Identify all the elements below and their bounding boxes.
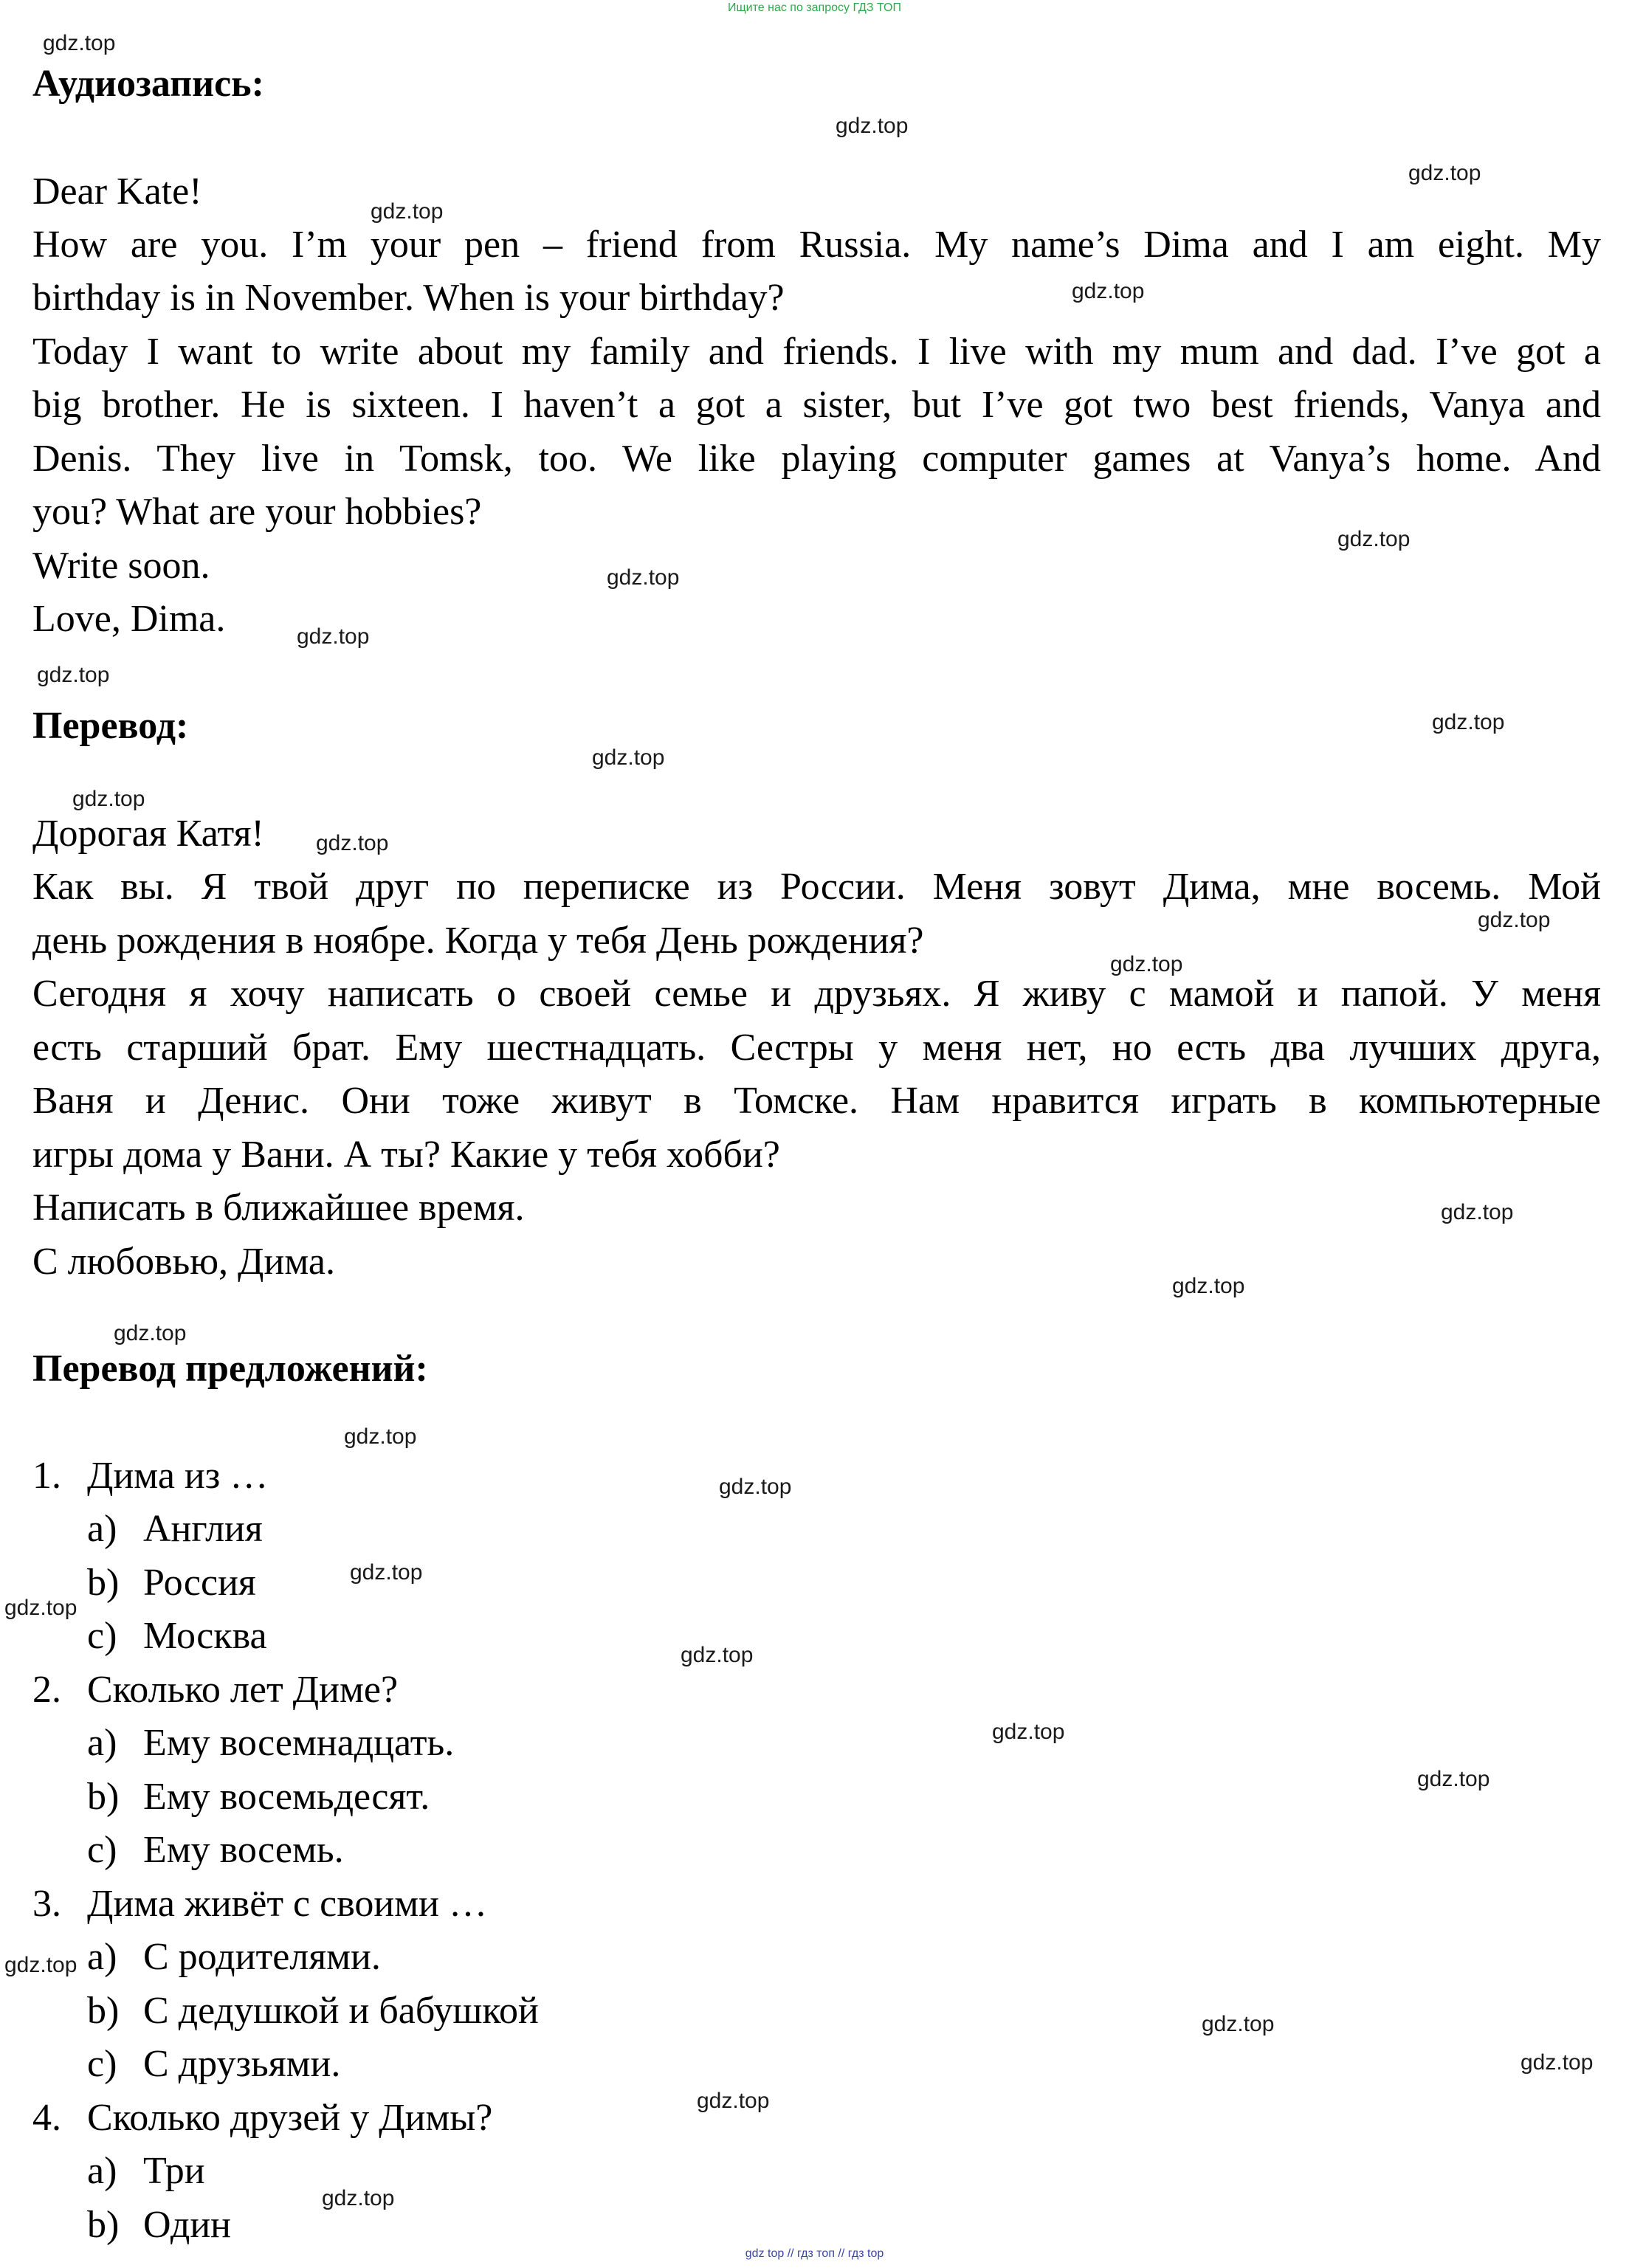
translation-line: Дорогая Катя! <box>32 813 264 855</box>
watermark: gdz.top <box>1337 527 1411 551</box>
option-text: Ему восемьдесят. <box>143 1776 430 1818</box>
option-text: С друзьями. <box>143 2043 341 2085</box>
bottom-banner: gdz top // гдз топ // гдз top <box>745 2247 884 2260</box>
question-number: 4. <box>32 2097 61 2139</box>
translation-line: есть старший брат. Ему шестнадцать. Сестры у меня нет, но есть два лучших друга, <box>32 1027 1601 1069</box>
watermark: gdz.top <box>992 1720 1065 1744</box>
option-letter: c) <box>87 1829 117 1871</box>
question-text: Дима живёт с своими … <box>87 1883 487 1925</box>
audio-heading: Аудиозапись: <box>32 63 264 105</box>
watermark: gdz.top <box>344 1424 417 1449</box>
translation-line: Как вы. Я твой друг по переписке из России. Меня зовут Дима, мне восемь. Мой <box>32 866 1601 908</box>
translation-line: Ваня и Денис. Они тоже живут в Томске. Нам нравится играть в компьютерные <box>32 1080 1601 1122</box>
option-letter: b) <box>87 2204 120 2246</box>
watermark: gdz.top <box>350 1560 423 1585</box>
watermark: gdz.top <box>697 2089 770 2113</box>
audio-line: Write soon. <box>32 545 210 587</box>
translation-line: день рождения в ноябре. Когда у тебя День рождения? <box>32 920 924 962</box>
watermark: gdz.top <box>1432 710 1505 734</box>
watermark: gdz.top <box>114 1321 187 1345</box>
option-text: Ему восемь. <box>143 1829 344 1871</box>
option-text: Три <box>143 2150 205 2192</box>
translation-line: С любовью, Дима. <box>32 1241 335 1283</box>
watermark: gdz.top <box>1478 908 1551 932</box>
watermark: gdz.top <box>1408 161 1481 185</box>
option-text: Ему восемнадцать. <box>143 1722 455 1764</box>
question-text: Сколько лет Диме? <box>87 1669 399 1711</box>
option-text: С дедушкой и бабушкой <box>143 1990 539 2032</box>
watermark: gdz.top <box>322 2186 395 2210</box>
option-letter: c) <box>87 2043 117 2085</box>
watermark: gdz.top <box>681 1643 754 1667</box>
option-letter: b) <box>87 1776 120 1818</box>
question-number: 3. <box>32 1883 61 1925</box>
option-text: Англия <box>143 1508 263 1550</box>
audio-line: Denis. They live in Tomsk, too. We like playing computer games at Vanya’s home. And <box>32 438 1601 480</box>
watermark: gdz.top <box>43 31 116 55</box>
sentences-heading: Перевод предложений: <box>32 1348 428 1390</box>
watermark: gdz.top <box>4 1953 78 1977</box>
watermark: gdz.top <box>836 114 909 138</box>
watermark: gdz.top <box>1520 2050 1594 2075</box>
option-letter: a) <box>87 1936 117 1978</box>
translation-heading: Перевод: <box>32 705 189 747</box>
watermark: gdz.top <box>1417 1767 1490 1791</box>
watermark: gdz.top <box>607 565 680 590</box>
option-letter: a) <box>87 2150 117 2192</box>
audio-line: Today I want to write about my family and friends. I live with my mum and dad. I’ve got a <box>32 331 1601 373</box>
option-text: Москва <box>143 1615 267 1657</box>
translation-line: Сегодня я хочу написать о своей семье и друзьях. Я живу с мамой и папой. У меня <box>32 973 1601 1015</box>
watermark: gdz.top <box>297 624 370 649</box>
option-letter: c) <box>87 1615 117 1657</box>
option-letter: b) <box>87 1990 120 2032</box>
question-text: Сколько друзей у Димы? <box>87 2097 493 2139</box>
watermark: gdz.top <box>1172 1274 1245 1298</box>
watermark: gdz.top <box>1072 279 1145 303</box>
watermark: gdz.top <box>719 1475 792 1499</box>
top-banner: Ищите нас по запросу ГДЗ ТОП <box>728 1 901 14</box>
option-text: Один <box>143 2204 231 2246</box>
watermark: gdz.top <box>72 787 145 811</box>
watermark: gdz.top <box>1441 1200 1514 1224</box>
question-number: 2. <box>32 1669 61 1711</box>
option-letter: a) <box>87 1508 117 1550</box>
audio-line: How are you. I’m your pen – friend from Russia. My name’s Dima and I am eight. My <box>32 224 1601 266</box>
audio-line: Dear Kate! <box>32 170 202 213</box>
option-letter: a) <box>87 1722 117 1764</box>
question-number: 1. <box>32 1455 61 1497</box>
audio-line: birthday is in November. When is your birthday? <box>32 277 785 319</box>
audio-line: Love, Dima. <box>32 598 226 640</box>
watermark: gdz.top <box>1202 2012 1275 2036</box>
watermark: gdz.top <box>1110 952 1183 976</box>
watermark: gdz.top <box>371 199 444 224</box>
watermark: gdz.top <box>316 831 389 855</box>
audio-line: big brother. He is sixteen. I haven’t a got a sister, but I’ve got two best friends, Vanya and <box>32 384 1601 426</box>
question-text: Дима из … <box>87 1455 269 1497</box>
option-text: Россия <box>143 1562 256 1604</box>
audio-line: you? What are your hobbies? <box>32 491 482 533</box>
watermark: gdz.top <box>37 663 110 687</box>
translation-line: Написать в ближайшее время. <box>32 1187 525 1229</box>
watermark: gdz.top <box>592 745 665 770</box>
watermark: gdz.top <box>4 1596 78 1620</box>
translation-line: игры дома у Вани. А ты? Какие у тебя хобби? <box>32 1134 780 1176</box>
option-letter: b) <box>87 1562 120 1604</box>
option-text: С родителями. <box>143 1936 381 1978</box>
